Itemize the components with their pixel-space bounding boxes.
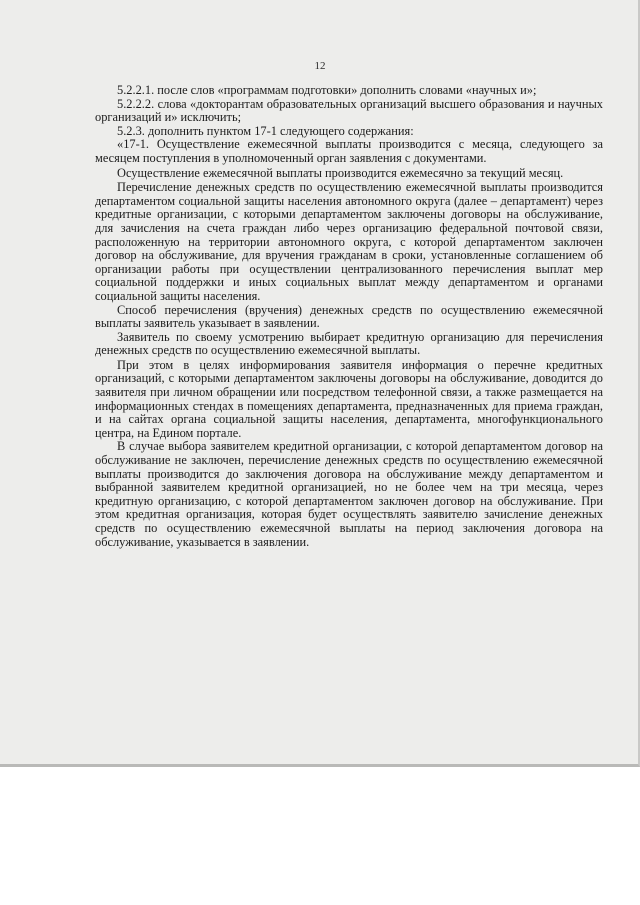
paragraph-17-1: «17-1. Осуществление ежемесячной выплаты производится с месяца, следующего за месяцем поступления в уполномоченный орган заявления с документами.	[95, 137, 603, 165]
paragraph-transfer: Перечисление денежных средств по осуществлению ежемесячной выплаты производится департаментом социальной защиты населения автономного округа (далее – департамент) через кредитные организации, с которыми департаментом заключены договоры на обслуживание, для зачисления на счета граждан либо через организацию федеральной почтовой связи, расположенную на территории автономного округа, с которой департаментом заключен договор на обслуживание, для вручения гражданам в сроки, установленные соглашением об организации работы при осуществлении централизованного перечисления выплат мер социальной поддержки и иных социальных выплат между департаментом и органами социальной защиты населения.	[95, 180, 603, 303]
paragraph-5-2-2-2: 5.2.2.2. слова «докторантам образовательных организаций высшего образования и научных организаций и» исключить;	[95, 96, 603, 125]
paragraph-informing: При этом в целях информирования заявителя информация о перечне кредитных организаций, с которыми департаментом заключены договоры на обслуживание, доводится до заявителя при личном обращении или посредством телефонной связи, а также размещается на информационных стендах в помещениях департамента, предназначенных для приема граждан, и на сайтах органа социальной защиты населения, департамента, многофункционального центра, на Едином портале.	[95, 357, 603, 440]
page-number: 12	[314, 60, 326, 72]
document-body	[95, 84, 603, 549]
paragraph-delivery-method: Способ перечисления (вручения) денежных средств по осуществлению ежемесячной выплаты заявитель указывает в заявлении.	[95, 302, 603, 331]
paragraph-no-contract-case: В случае выбора заявителем кредитной организации, с которой департаментом договор на обслуживание не заключен, перечисление денежных средств по осуществлению ежемесячной выплаты производится до заключения договора на обслуживание между департаментом и выбранной заявителем кредитной организацией, но не более чем на три месяца, через кредитную организацию, с которой департаментом заключен договор на обслуживание. При этом кредитная организация, которая будет осуществлять заявителю зачисление денежных средств по осуществлению ежемесячной выплаты на период заключения договора на обслуживание, указывается в заявлении.	[95, 439, 603, 549]
paragraph-bank-choice: Заявитель по своему усмотрению выбирает кредитную организацию для перечисления денежных средств по осуществлению ежемесячной выплаты.	[95, 329, 603, 358]
paragraph-5-2-2-1: 5.2.2.1. после слов «программам подготовки» дополнить словами «научных и»;	[117, 83, 537, 97]
paragraph-monthly-payment: Осуществление ежемесячной выплаты производится ежемесячно за текущий месяц.	[117, 165, 564, 180]
paragraph-5-2-3: 5.2.3. дополнить пунктом 17-1 следующего содержания:	[117, 123, 414, 138]
